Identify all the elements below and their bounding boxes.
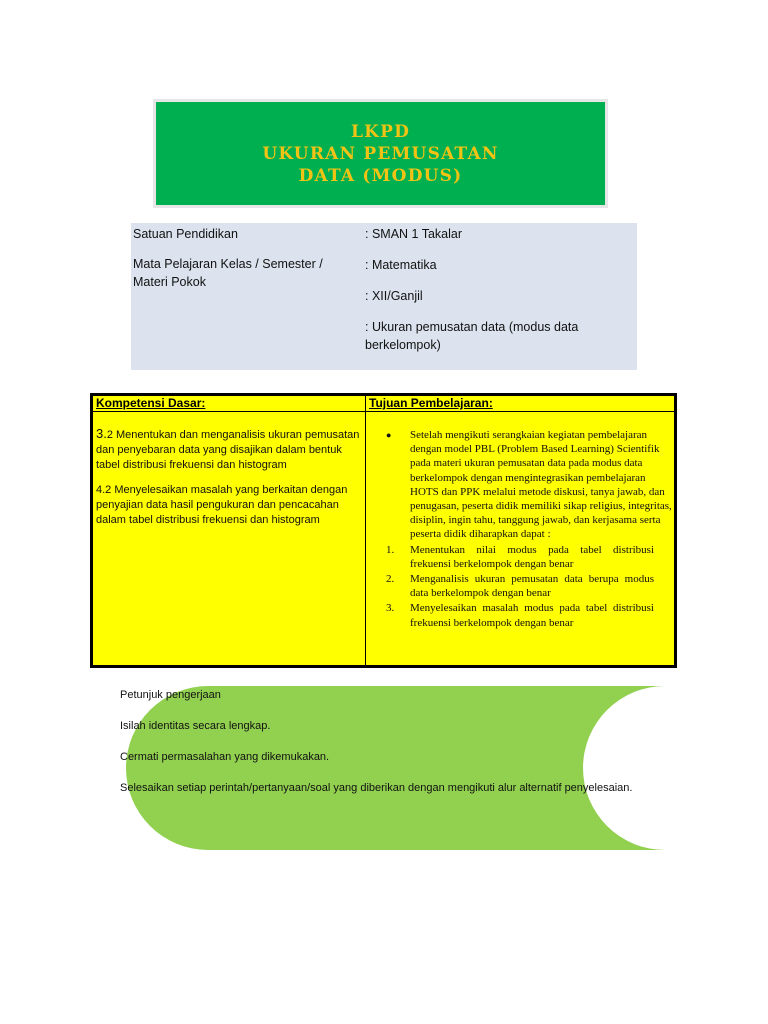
- label-satuan-pendidikan: Satuan Pendidikan: [133, 227, 238, 241]
- tujuan-pembelajaran-header: Tujuan Pembelajaran:: [369, 396, 493, 410]
- label-materi-pokok: Materi Pokok: [133, 275, 206, 289]
- instruction-item: Selesaikan setiap perintah/pertanyaan/soal yang diberikan dengan mengikuti alur alternatif penyelesaian.: [120, 782, 633, 794]
- instructions-panel: [120, 688, 720, 795]
- tujuan-pembelajaran-content: [376, 428, 676, 630]
- table-header-divider: [93, 411, 674, 412]
- goal-item: [376, 543, 676, 571]
- value-topic-line-2: berkelompok): [365, 338, 441, 352]
- identity-panel: [131, 223, 637, 370]
- goal-intro-text: Setelah mengikuti serangkaian kegiatan pembelajaran dengan model PBL (Problem Based Learning) Scientifik pada materi ukuran pemusatan data pada modus data berkelompok dengan mengintegrasikan pembelajaran HOTS dan PPK melalui metode diskusi, tanya jawab, dan penugasan, peserta didik memiliki sikap religius, integritas, disiplin, ingin tahu, tanggung jawab, dan kerjasama serta peserta didik diharapkan dapat :: [410, 429, 672, 541]
- goal-number: 1.: [386, 543, 395, 556]
- kd-item-3-2-text: 2 Menentukan dan menganalisis ukuran pemusatan dan penyebaran data yang disajikan dalam bentuk tabel distribusi frekuensi dan histogram: [96, 429, 360, 471]
- label-mata-pelajaran: Mata Pelajaran Kelas / Semester /: [133, 257, 323, 271]
- competency-table: [90, 393, 677, 668]
- goal-text: Menentukan nilai modus pada tabel distribusi frekuensi berkelompok dengan benar: [410, 543, 654, 570]
- title-line-2: UKURAN PEMUSATAN: [262, 143, 499, 164]
- value-class-semester: : XII/Ganjil: [365, 289, 423, 303]
- instruction-item: Isilah identitas secara lengkap.: [120, 720, 271, 732]
- title-line-1: LKPD: [350, 121, 411, 142]
- title-banner: [153, 99, 608, 208]
- kd-item-3-2: [96, 426, 362, 473]
- value-subject: : Matematika: [365, 258, 437, 272]
- instructions-title: Petunjuk pengerjaan: [120, 689, 221, 701]
- goal-number: 3.: [386, 602, 395, 615]
- goal-text: Menganalisis ukuran pemusatan data berupa modus data berkelompok dengan benar: [410, 573, 654, 600]
- kd-item-4-2: 4.2 Menyelesaikan masalah yang berkaitan dengan penyajian data hasil pengukuran dan pencacahan dalam tabel distribusi frekuensi dan histogram: [96, 484, 348, 526]
- kompetensi-dasar-header: Kompetensi Dasar:: [96, 396, 206, 410]
- goal-text: Menyelesaikan masalah modus pada tabel distribusi frekuensi berkelompok dengan benar: [410, 602, 654, 629]
- kd-item-3-2-number: 3.: [96, 426, 107, 441]
- table-column-divider: [365, 396, 366, 665]
- goal-intro-item: [376, 428, 676, 542]
- title-line-3: DATA (MODUS): [298, 165, 463, 186]
- identity-values: [365, 225, 635, 354]
- identity-labels: [133, 225, 343, 291]
- value-school: : SMAN 1 Takalar: [365, 227, 463, 241]
- kompetensi-dasar-content: [96, 426, 362, 538]
- instruction-item: Cermati permasalahan yang dikemukakan.: [120, 751, 330, 763]
- goal-item: [376, 601, 676, 629]
- goal-item: [376, 572, 676, 600]
- bullet-icon: ●: [386, 430, 392, 440]
- value-topic-line-1: : Ukuran pemusatan data (modus data: [365, 320, 579, 334]
- goal-number: 2.: [386, 573, 395, 586]
